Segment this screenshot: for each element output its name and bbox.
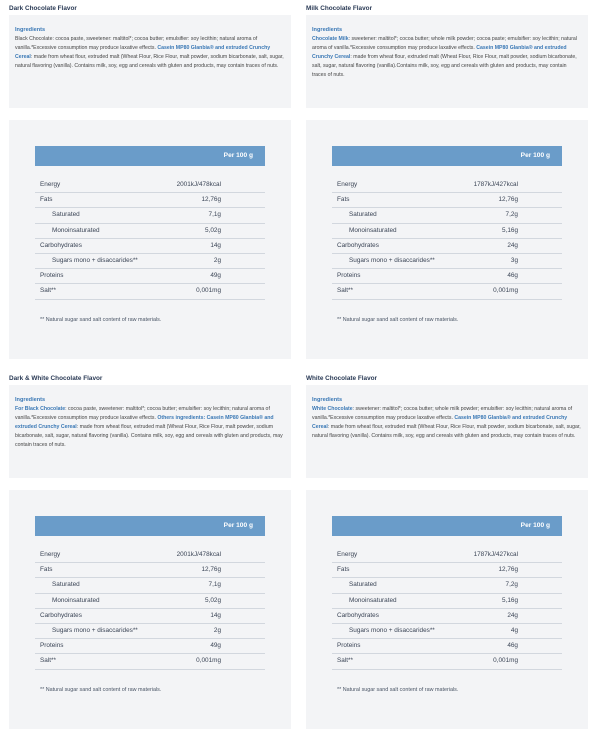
ingredients-text	[15, 405, 285, 450]
label-fats: Fats	[337, 196, 350, 204]
value-carbohydrates: 24g	[507, 611, 518, 619]
label-proteins: Proteins	[337, 272, 361, 280]
value-carbohydrates: 14g	[210, 611, 221, 619]
ingredients-text	[312, 35, 582, 80]
label-saturated: Saturated	[349, 211, 377, 219]
ingredients-prefix: Chocolate Milk	[312, 36, 349, 42]
value-salt: 0,001mg	[493, 657, 518, 665]
panel-dark-chocolate	[9, 3, 291, 359]
panel-dark-white-chocolate	[9, 373, 291, 729]
nutrition-header	[35, 516, 265, 536]
ingredients-heading: Ingredients	[15, 27, 46, 33]
ingredients-box	[306, 15, 588, 108]
label-energy: Energy	[337, 181, 358, 188]
row-carbohydrates	[332, 609, 562, 624]
label-fats: Fats	[337, 566, 350, 574]
flavor-title: White Chocolate Flavor	[306, 375, 378, 382]
nutrition-table	[35, 548, 265, 670]
ingredients-prefix: For Black Chocolate	[15, 406, 66, 412]
value-saturated: 7,1g	[208, 211, 221, 219]
ingredients-highlight: Others ingredients: Casein MP80 Glanbia® and extruded Crunchy Cereal	[15, 414, 274, 430]
value-sugars: 2g	[213, 256, 221, 264]
label-monoinsaturated: Monoinsaturated	[349, 596, 397, 604]
footnote: ** Natural sugar sand salt content of raw materials.	[337, 317, 459, 323]
row-salt	[332, 284, 562, 299]
row-sugars	[332, 624, 562, 639]
row-proteins	[35, 639, 265, 654]
row-monoinsaturated	[35, 224, 265, 239]
value-sugars: 3g	[510, 256, 518, 264]
value-monoinsaturated: 5,16g	[502, 596, 518, 604]
row-energy	[35, 548, 265, 563]
label-sugars: Sugars mono + disaccarides**	[52, 256, 138, 264]
value-proteins: 46g	[507, 642, 518, 650]
row-carbohydrates	[332, 239, 562, 254]
ingredients-highlight: Casein MP80 Glanbia® and extruded Crunchy Cereal	[15, 44, 271, 60]
row-proteins	[35, 269, 265, 284]
ingredients-heading: Ingredients	[312, 397, 343, 403]
row-energy	[332, 548, 562, 563]
nutrition-header	[332, 516, 562, 536]
nutrition-table	[332, 178, 562, 300]
value-salt: 0,001mg	[493, 287, 518, 295]
row-salt	[332, 654, 562, 669]
row-monoinsaturated	[35, 594, 265, 609]
value-fats: 12,76g	[498, 196, 518, 204]
value-energy: 2001kJ/478kcal	[176, 551, 221, 558]
nutrition-header	[35, 146, 265, 166]
row-fats	[35, 563, 265, 578]
ingredients-part1: : cocoa paste, sweetener: maltitol*; cocoa butter; emulsifier: soy lecithin; natural aroma of vanilla.*Excessive consumption may produce laxative effects.	[15, 406, 270, 421]
value-salt: 0,001mg	[196, 287, 221, 295]
value-saturated: 7,2g	[505, 211, 518, 219]
row-salt	[35, 654, 265, 669]
value-sugars: 4g	[510, 626, 518, 634]
row-saturated	[332, 208, 562, 223]
ingredients-part1: : cocoa paste, sweetener: maltitol*; cocoa butter; emulsifier: soy lecithin; natural aroma of vanilla.*Excessive consumption may produce laxative effects.	[15, 36, 258, 51]
ingredients-text	[312, 405, 582, 441]
flavor-title: Dark & White Chocolate Flavor	[9, 375, 103, 382]
label-energy: Energy	[337, 551, 358, 558]
ingredients-prefix: White Chocolate	[312, 406, 353, 412]
row-sugars	[35, 254, 265, 269]
label-carbohydrates: Carbohydrates	[40, 241, 82, 249]
row-proteins	[332, 269, 562, 284]
row-fats	[332, 563, 562, 578]
value-saturated: 7,1g	[208, 581, 221, 589]
value-carbohydrates: 14g	[210, 241, 221, 249]
ingredients-part2: : made from wheat flour, extruded malt (Wheat Flour, Rice Flour, malt powder, sodium bicarbonate, salt, sugar, natural flavoring (vanilla).Contains milk, soy, egg and cereals with gluten and products, may contain traces of nuts.	[312, 53, 577, 78]
row-energy	[35, 178, 265, 193]
row-proteins	[332, 639, 562, 654]
label-salt: Salt**	[337, 657, 353, 665]
flavor-title: Milk Chocolate Flavor	[306, 5, 373, 12]
value-energy: 1787kJ/427kcal	[473, 551, 518, 558]
ingredients-part2: : made from wheat flour, extruded malt (Wheat Flour, Rice Flour, malt powder, sodium bicarbonate, salt, sugar, natural flavoring (vanilla). Contains milk, soy, egg and cereals with gluten and products, may contain traces of nuts.	[312, 423, 581, 439]
footnote: ** Natural sugar sand salt content of raw materials.	[40, 317, 162, 323]
footnote: ** Natural sugar sand salt content of raw materials.	[337, 687, 459, 693]
ingredients-prefix: Black Chocolate	[15, 36, 53, 42]
value-energy: 2001kJ/478kcal	[176, 181, 221, 188]
ingredients-heading: Ingredients	[312, 27, 343, 33]
panel-white-chocolate	[306, 373, 588, 729]
row-sugars	[35, 624, 265, 639]
row-saturated	[35, 578, 265, 593]
row-monoinsaturated	[332, 224, 562, 239]
label-proteins: Proteins	[40, 642, 64, 650]
row-fats	[332, 193, 562, 208]
label-proteins: Proteins	[337, 642, 361, 650]
label-sugars: Sugars mono + disaccarides**	[349, 626, 435, 634]
nutrition-table	[332, 548, 562, 670]
value-fats: 12,76g	[201, 196, 221, 204]
ingredients-part1: : sweetener: maltitol*; cocoa butter; whole milk powder; emulsifier: soy lecithin; natural aroma of vanilla.*Excessive consumption may produce laxative effects.	[312, 406, 573, 421]
label-proteins: Proteins	[40, 272, 64, 280]
label-monoinsaturated: Monoinsaturated	[349, 226, 397, 234]
ingredients-part2: : made from wheat flour, extruded malt (Wheat Flour, Rice Flour, malt powder, sodium bicarbonate, salt, sugar, natural flavoring (vanilla). Contains milk, soy, egg and cereals with gluten and products, may contain traces of nuts.	[15, 423, 283, 448]
nutrition-box	[306, 490, 588, 729]
row-sugars	[332, 254, 562, 269]
per-100g-label: Per 100 g	[520, 152, 550, 159]
row-carbohydrates	[35, 609, 265, 624]
nutrition-box	[306, 120, 588, 359]
label-sugars: Sugars mono + disaccarides**	[52, 626, 138, 634]
value-monoinsaturated: 5,16g	[502, 226, 518, 234]
label-saturated: Saturated	[52, 581, 80, 589]
per-100g-label: Per 100 g	[520, 522, 550, 529]
nutrition-box	[9, 120, 291, 359]
nutrition-table	[35, 178, 265, 300]
ingredients-part1: : sweetener: maltitol*; cocoa butter; whole milk powder; cocoa paste; emulsifier: soy lecithin; natural aroma of vanilla.*Excessive consumption may produce laxative effects.	[312, 36, 577, 51]
label-monoinsaturated: Monoinsaturated	[52, 226, 100, 234]
label-fats: Fats	[40, 566, 53, 574]
label-salt: Salt**	[40, 287, 56, 295]
ingredients-heading: Ingredients	[15, 397, 46, 403]
label-fats: Fats	[40, 196, 53, 204]
footnote: ** Natural sugar sand salt content of raw materials.	[40, 687, 162, 693]
per-100g-label: Per 100 g	[223, 522, 253, 529]
label-monoinsaturated: Monoinsaturated	[52, 596, 100, 604]
value-saturated: 7,2g	[505, 581, 518, 589]
ingredients-highlight: Casein MP80 Glanbia® and extruded Crunchy Cereal	[312, 414, 568, 430]
label-saturated: Saturated	[349, 581, 377, 589]
row-fats	[35, 193, 265, 208]
row-energy	[332, 178, 562, 193]
label-carbohydrates: Carbohydrates	[337, 611, 379, 619]
flavor-title: Dark Chocolate Flavor	[9, 5, 77, 12]
row-saturated	[332, 578, 562, 593]
ingredients-box	[9, 15, 291, 108]
panel-milk-chocolate	[306, 3, 588, 359]
label-energy: Energy	[40, 551, 61, 558]
label-salt: Salt**	[337, 287, 353, 295]
label-carbohydrates: Carbohydrates	[40, 611, 82, 619]
value-sugars: 2g	[213, 626, 221, 634]
per-100g-label: Per 100 g	[223, 152, 253, 159]
nutrition-header	[332, 146, 562, 166]
row-carbohydrates	[35, 239, 265, 254]
ingredients-text	[15, 35, 285, 71]
value-monoinsaturated: 5,02g	[205, 226, 221, 234]
value-proteins: 49g	[210, 642, 221, 650]
label-energy: Energy	[40, 181, 61, 188]
value-fats: 12,76g	[498, 566, 518, 574]
label-salt: Salt**	[40, 657, 56, 665]
label-sugars: Sugars mono + disaccarides**	[349, 256, 435, 264]
label-saturated: Saturated	[52, 211, 80, 219]
value-salt: 0,001mg	[196, 657, 221, 665]
row-salt	[35, 284, 265, 299]
value-proteins: 49g	[210, 272, 221, 280]
row-monoinsaturated	[332, 594, 562, 609]
value-monoinsaturated: 5,02g	[205, 596, 221, 604]
nutrition-box	[9, 490, 291, 729]
ingredients-part2: : made from wheat flour, extruded malt (Wheat Flour, Rice Flour, malt powder, sodium bicarbonate, salt, sugar, natural flavoring (vanilla). Contains milk, soy, egg and cereals with gluten and products, may contain traces of nuts.	[15, 53, 284, 69]
value-proteins: 46g	[507, 272, 518, 280]
value-fats: 12,76g	[201, 566, 221, 574]
ingredients-box	[306, 385, 588, 478]
ingredients-box	[9, 385, 291, 478]
ingredients-highlight: Casein MP80 Glanbia® and extruded Crunchy Cereal	[312, 44, 567, 60]
value-energy: 1787kJ/427kcal	[473, 181, 518, 188]
row-saturated	[35, 208, 265, 223]
value-carbohydrates: 24g	[507, 241, 518, 249]
label-carbohydrates: Carbohydrates	[337, 241, 379, 249]
